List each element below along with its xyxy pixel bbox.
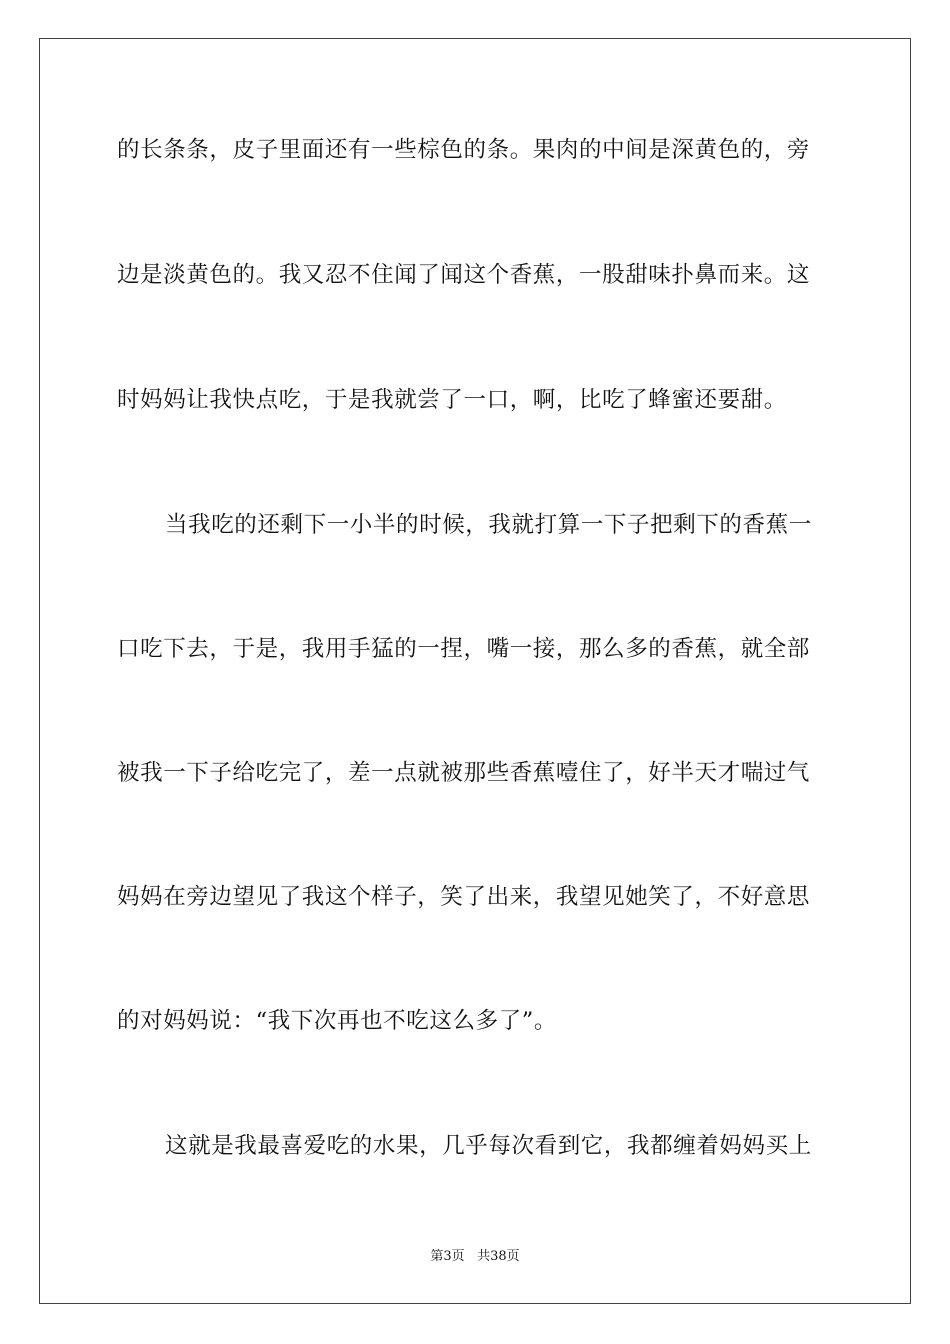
text-line: 口吃下去，于是，我用手猛的一捏，嘴一接，那么多的香蕉，就全部 <box>117 636 811 662</box>
text-line: 的长条条，皮子里面还有一些棕色的条。果肉的中间是深黄色的，旁 <box>117 137 811 163</box>
text-line: 被我一下子给吃完了，差一点就被那些香蕉噎住了，好半天才喘过气 <box>117 760 811 786</box>
page-frame <box>39 38 911 1304</box>
text-line: 边是淡黄色的。我又忍不住闻了闻这个香蕉，一股甜味扑鼻而来。这 <box>117 262 811 288</box>
paragraph-start-line: 当我吃的还剩下一小半的时候，我就打算一下子把剩下的香蕉一 <box>165 512 812 538</box>
page-footer <box>0 1248 950 1266</box>
text-line: 的对妈妈说：“我下次再也不吃这么多了”。 <box>117 1008 558 1034</box>
text-line: 时妈妈让我快点吃，于是我就尝了一口，啊，比吃了蜂蜜还要甜。 <box>117 387 787 413</box>
text-line: 妈妈在旁边望见了我这个样子，笑了出来，我望见她笑了，不好意思 <box>117 884 811 910</box>
page-number: 第3页 <box>430 1249 465 1264</box>
total-pages: 共38页 <box>477 1249 520 1264</box>
paragraph-start-line: 这就是我最喜爱吃的水果，几乎每次看到它，我都缠着妈妈买上 <box>165 1133 812 1159</box>
